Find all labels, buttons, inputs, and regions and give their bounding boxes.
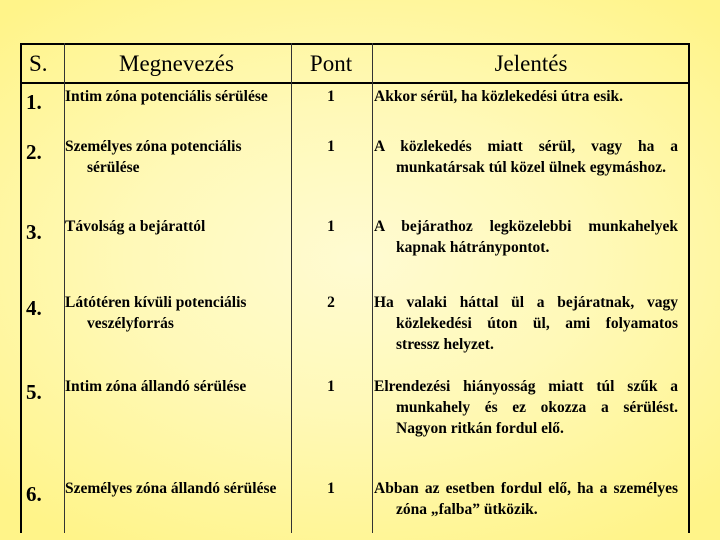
column-divider bbox=[372, 43, 373, 533]
row-name: Személyes zóna állandó sérülése bbox=[65, 480, 277, 497]
table-row bbox=[20, 214, 690, 290]
row-number: 5. bbox=[26, 380, 42, 404]
table-row bbox=[20, 290, 690, 374]
row-number: 4. bbox=[26, 296, 42, 320]
row-meaning: Elrendezési hiányosság miatt túl szűk a munkahely és ez okozza a sérülést. Nagyon ritkán fordul elő. bbox=[374, 378, 678, 437]
row-meaning: Abban az esetben fordul elő, ha a személyes zóna „falba” ütközik. bbox=[374, 480, 678, 518]
header-s: S. bbox=[20, 44, 63, 83]
row-pont: 1 bbox=[327, 378, 335, 395]
row-name: Távolság a bejárattól bbox=[65, 218, 206, 235]
zone-table bbox=[20, 43, 690, 532]
table-row bbox=[20, 374, 690, 476]
row-pont: 1 bbox=[327, 480, 335, 497]
row-number: 2. bbox=[26, 140, 42, 164]
row-pont: 1 bbox=[327, 138, 335, 155]
table-right-border bbox=[688, 43, 690, 533]
table-row bbox=[20, 134, 690, 214]
column-divider bbox=[64, 43, 65, 533]
row-meaning: A közlekedés miatt sérül, vagy ha a munkatársak túl közel ülnek egymáshoz. bbox=[374, 138, 678, 176]
row-number: 6. bbox=[26, 482, 42, 506]
row-meaning: Ha valaki háttal ül a bejáratnak, vagy közlekedési úton ül, ami folyamatos stressz helyzet. bbox=[374, 294, 678, 353]
table-row bbox=[20, 83, 690, 134]
header-jelentes: Jelentés bbox=[372, 44, 690, 83]
row-pont: 1 bbox=[327, 88, 335, 105]
row-number: 3. bbox=[26, 220, 42, 244]
table-row bbox=[20, 476, 690, 532]
row-name: Személyes zóna potenciális sérülése bbox=[65, 138, 242, 176]
row-meaning: Akkor sérül, ha közlekedési útra esik. bbox=[374, 88, 624, 105]
zone-table-sheet bbox=[20, 43, 690, 533]
row-pont: 2 bbox=[327, 294, 335, 311]
column-divider bbox=[291, 43, 292, 533]
table-header-row bbox=[20, 44, 690, 83]
row-name: Intim zóna potenciális sérülése bbox=[65, 88, 268, 105]
header-pont: Pont bbox=[290, 44, 372, 83]
row-name: Látótéren kívüli potenciális veszélyforrás bbox=[65, 294, 247, 332]
header-megnevezes: Megnevezés bbox=[63, 44, 290, 83]
row-meaning: A bejárathoz legközelebbi munkahelyek kapnak hátránypontot. bbox=[374, 218, 678, 256]
row-pont: 1 bbox=[327, 218, 335, 235]
row-number: 1. bbox=[26, 90, 42, 114]
table-left-border bbox=[20, 43, 22, 533]
row-name: Intim zóna állandó sérülése bbox=[65, 378, 247, 395]
